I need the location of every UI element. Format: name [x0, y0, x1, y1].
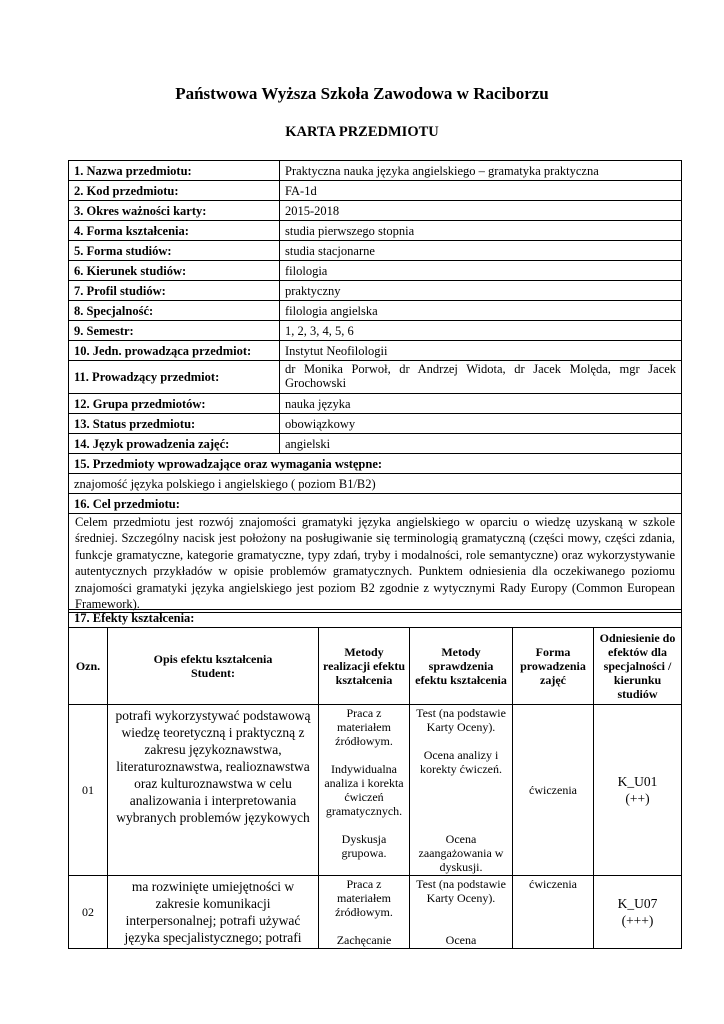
info-value-lecturers: dr Monika Porwoł, dr Andrzej Widota, dr Jacek Molęda, mgr Jacek Grochowski: [280, 361, 682, 394]
effect-methods-verification: [410, 876, 513, 949]
effect-description: potrafi wykorzystywać podstawową wiedzę teoretyczną i praktyczną z zakresu językoznawstwa, literaturoznawstwa, realioznawstwa oraz kulturoznawstwa w celu analizowania i interpretowania wybranych problemów językowych: [108, 705, 319, 876]
effects-column-headers: [69, 628, 682, 705]
prerequisites-value: znajomość języka polskiego i angielskiego ( poziom B1/B2): [69, 474, 682, 494]
col-header-description-title: Opis efektu kształcenia: [153, 652, 273, 666]
reference-code: K_U07: [617, 896, 658, 911]
realization-method: Zachęcanie: [336, 933, 392, 947]
info-label-specialty: 8. Specjalność:: [69, 301, 280, 321]
info-value-group: nauka języka: [280, 394, 682, 414]
effect-methods-realization: [319, 705, 410, 876]
info-value-name: Praktyczna nauka języka angielskiego – gramatyka praktyczna: [280, 161, 682, 181]
document-title: KARTA PRZEDMIOTU: [285, 124, 439, 140]
effect-row: [69, 876, 682, 949]
info-label-profile: 7. Profil studiów:: [69, 281, 280, 301]
col-header-reference: Odniesienie do efektów dla specjalności / kierunku studiów: [594, 628, 682, 705]
info-label-language: 14. Język prowadzenia zajęć:: [69, 434, 280, 454]
col-header-ozn: Ozn.: [69, 628, 108, 705]
col-header-description: [108, 628, 319, 705]
info-value-study-form: studia stacjonarne: [280, 241, 682, 261]
info-label-group: 12. Grupa przedmiotów:: [69, 394, 280, 414]
info-label-lecturers: 11. Prowadzący przedmiot:: [69, 361, 280, 394]
info-label-code: 2. Kod przedmiotu:: [69, 181, 280, 201]
info-value-unit: Instytut Neofilologii: [280, 341, 682, 361]
course-info-table: [68, 160, 682, 613]
verification-method: Ocena zaangażowania w dyskusji.: [418, 832, 504, 874]
verification-method: Test (na podstawie Karty Oceny).: [416, 706, 506, 734]
prerequisites-label: 15. Przedmioty wprowadzające oraz wymagania wstępne:: [69, 454, 682, 474]
info-value-status: obowiązkowy: [280, 414, 682, 434]
info-row: [69, 241, 682, 261]
info-row: [69, 301, 682, 321]
info-label-semester: 9. Semestr:: [69, 321, 280, 341]
realization-method: Praca z materiałem źródłowym.: [335, 706, 393, 748]
realization-method: Indywidualna analiza i korekta ćwiczeń gramatycznych.: [324, 762, 404, 818]
goal-text: Celem przedmiotu jest rozwój znajomości gramatyki języka angielskiego w oparciu o wiedzę uzyskaną w szkole średniej. Szczególny nacisk jest położony na posługiwanie się terminologią gramatyczną (części mowy, części zdania, funkcje gramatyczne, kategorie gramatyczne, typy zdań, tryby i modalności, role semantyczne) oraz wykorzystywanie autentycznych przykładów w opisie problemów gramatycznych. Punktem odniesienia dla oczekiwanego poziomu znajomości gramatyki języka angielskiego jest poziom B2 zgodnie z wytycznymi Rady Europy (Common European Framework).: [69, 514, 682, 613]
info-value-profile: praktyczny: [280, 281, 682, 301]
col-header-description-student: Student:: [190, 666, 235, 680]
effect-reference: [594, 876, 682, 949]
info-value-validity: 2015-2018: [280, 201, 682, 221]
info-value-code: FA-1d: [280, 181, 682, 201]
info-value-field: filologia: [280, 261, 682, 281]
effect-id: 01: [69, 705, 108, 876]
info-row: [69, 434, 682, 454]
prerequisites-value-row: [69, 474, 682, 494]
effect-methods-realization: [319, 876, 410, 949]
info-label-study-form: 5. Forma studiów:: [69, 241, 280, 261]
info-label-validity: 3. Okres ważności karty:: [69, 201, 280, 221]
effect-class-form: ćwiczenia: [513, 876, 594, 949]
verification-method: Test (na podstawie Karty Oceny).: [416, 877, 506, 905]
info-row: [69, 221, 682, 241]
info-label-name: 1. Nazwa przedmiotu:: [69, 161, 280, 181]
effect-row: [69, 705, 682, 876]
realization-method: Dyskusja grupowa.: [341, 832, 387, 860]
effects-label: 17. Efekty kształcenia:: [69, 610, 682, 628]
info-label-unit: 10. Jedn. prowadząca przedmiot:: [69, 341, 280, 361]
info-row: [69, 281, 682, 301]
info-row: [69, 361, 682, 394]
effect-id: 02: [69, 876, 108, 949]
info-label-field: 6. Kierunek studiów:: [69, 261, 280, 281]
col-header-methods-verification: Metody sprawdzenia efektu kształcenia: [410, 628, 513, 705]
info-value-semester: 1, 2, 3, 4, 5, 6: [280, 321, 682, 341]
effect-class-form: ćwiczenia: [513, 705, 594, 876]
goal-text-row: [69, 514, 682, 613]
goal-label: 16. Cel przedmiotu:: [69, 494, 682, 514]
info-row: [69, 161, 682, 181]
reference-level: (++): [625, 791, 650, 806]
info-label-status: 13. Status przedmiotu:: [69, 414, 280, 434]
info-value-specialty: filologia angielska: [280, 301, 682, 321]
verification-method: Ocena: [445, 933, 477, 947]
effect-reference: [594, 705, 682, 876]
effects-header-row: [69, 610, 682, 628]
reference-code: K_U01: [617, 774, 658, 789]
effect-description: ma rozwinięte umiejętności w zakresie komunikacji interpersonalnej; potrafi używać języka specjalistycznego; potrafi: [108, 876, 319, 949]
col-header-methods-realization: Metody realizacji efektu kształcenia: [319, 628, 410, 705]
info-row: [69, 394, 682, 414]
reference-level: (+++): [621, 913, 654, 928]
verification-method: Ocena analizy i korekty ćwiczeń.: [420, 748, 502, 776]
info-row: [69, 414, 682, 434]
info-value-education-form: studia pierwszego stopnia: [280, 221, 682, 241]
info-row: [69, 321, 682, 341]
info-label-education-form: 4. Forma kształcenia:: [69, 221, 280, 241]
info-row: [69, 181, 682, 201]
goal-header-row: [69, 494, 682, 514]
info-row: [69, 341, 682, 361]
info-row: [69, 201, 682, 221]
col-header-class-form: Forma prowadzenia zajęć: [513, 628, 594, 705]
info-value-language: angielski: [280, 434, 682, 454]
realization-method: Praca z materiałem źródłowym.: [335, 877, 393, 919]
info-row: [69, 261, 682, 281]
university-name: Państwowa Wyższa Szkoła Zawodowa w Raciborzu: [175, 84, 549, 103]
prerequisites-header-row: [69, 454, 682, 474]
effect-methods-verification: [410, 705, 513, 876]
learning-effects-table: [68, 609, 682, 949]
